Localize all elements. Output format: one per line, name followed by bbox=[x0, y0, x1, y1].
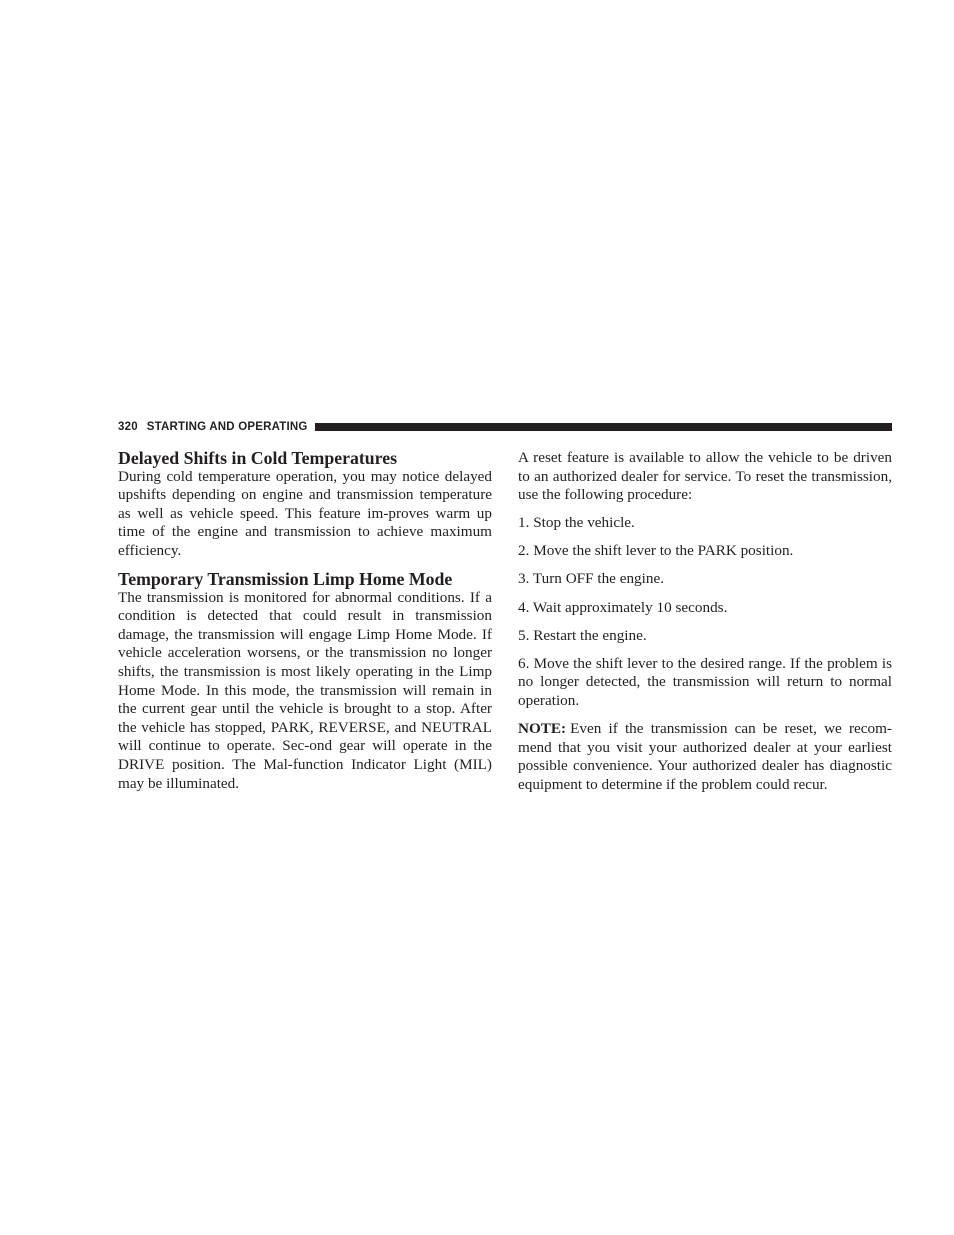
list-item: 5. Restart the engine. bbox=[518, 626, 647, 644]
paragraph-reset-intro: A reset feature is available to allow the vehicle to be driven to an authorized dealer for service. To reset the transmission, use the following procedure: bbox=[518, 449, 892, 504]
heading-limp-home-mode: Temporary Transmission Limp Home Mode bbox=[118, 569, 453, 590]
list-item: 6. Move the shift lever to the desired range. If the problem is no longer detected, the transmission will return to normal operation. bbox=[518, 654, 892, 709]
right-column bbox=[518, 449, 892, 794]
header-rule bbox=[315, 423, 892, 431]
note-paragraph bbox=[518, 720, 892, 794]
list-item: 2. Move the shift lever to the PARK position. bbox=[518, 542, 794, 560]
note-text: Even if the transmission can be reset, we recom-mend that you visit your authorized dealer at your earliest possible convenience. Your authorized dealer has diagnostic equipment to determine if the problem could recur. bbox=[518, 720, 892, 793]
section-title: STARTING AND OPERATING bbox=[146, 421, 308, 433]
paragraph-limp-home-mode: The transmission is monitored for abnormal conditions. If a condition is detected that could result in transmission damage, the transmission will engage Limp Home Mode. If vehicle acceleration worsens, or the transmission no longer shifts, the transmission is most likely operating in the Limp Home Mode. In this mode, the transmission will remain in the current gear until the vehicle is brought to a stop. After the vehicle has stopped, PARK, REVERSE, and NEUTRAL will continue to operate. Sec-ond gear will operate in the DRIVE position. The Mal-function Indicator Light (MIL) may be illuminated. bbox=[118, 588, 492, 792]
page-header bbox=[118, 419, 892, 435]
note-label: NOTE: bbox=[518, 720, 567, 738]
list-item: 4. Wait approximately 10 seconds. bbox=[518, 598, 728, 616]
reset-steps-list bbox=[518, 514, 892, 710]
page-number: 320 bbox=[118, 421, 138, 433]
list-item: 1. Stop the vehicle. bbox=[518, 514, 635, 532]
list-item: 3. Turn OFF the engine. bbox=[518, 570, 664, 588]
left-column bbox=[118, 449, 492, 793]
heading-delayed-shifts: Delayed Shifts in Cold Temperatures bbox=[118, 448, 398, 468]
paragraph-delayed-shifts: During cold temperature operation, you may notice delayed upshifts depending on engine and transmission temperature as well as vehicle speed. This feature im-proves warm up time of the engine and transmission to achieve maximum efficiency. bbox=[118, 467, 492, 559]
